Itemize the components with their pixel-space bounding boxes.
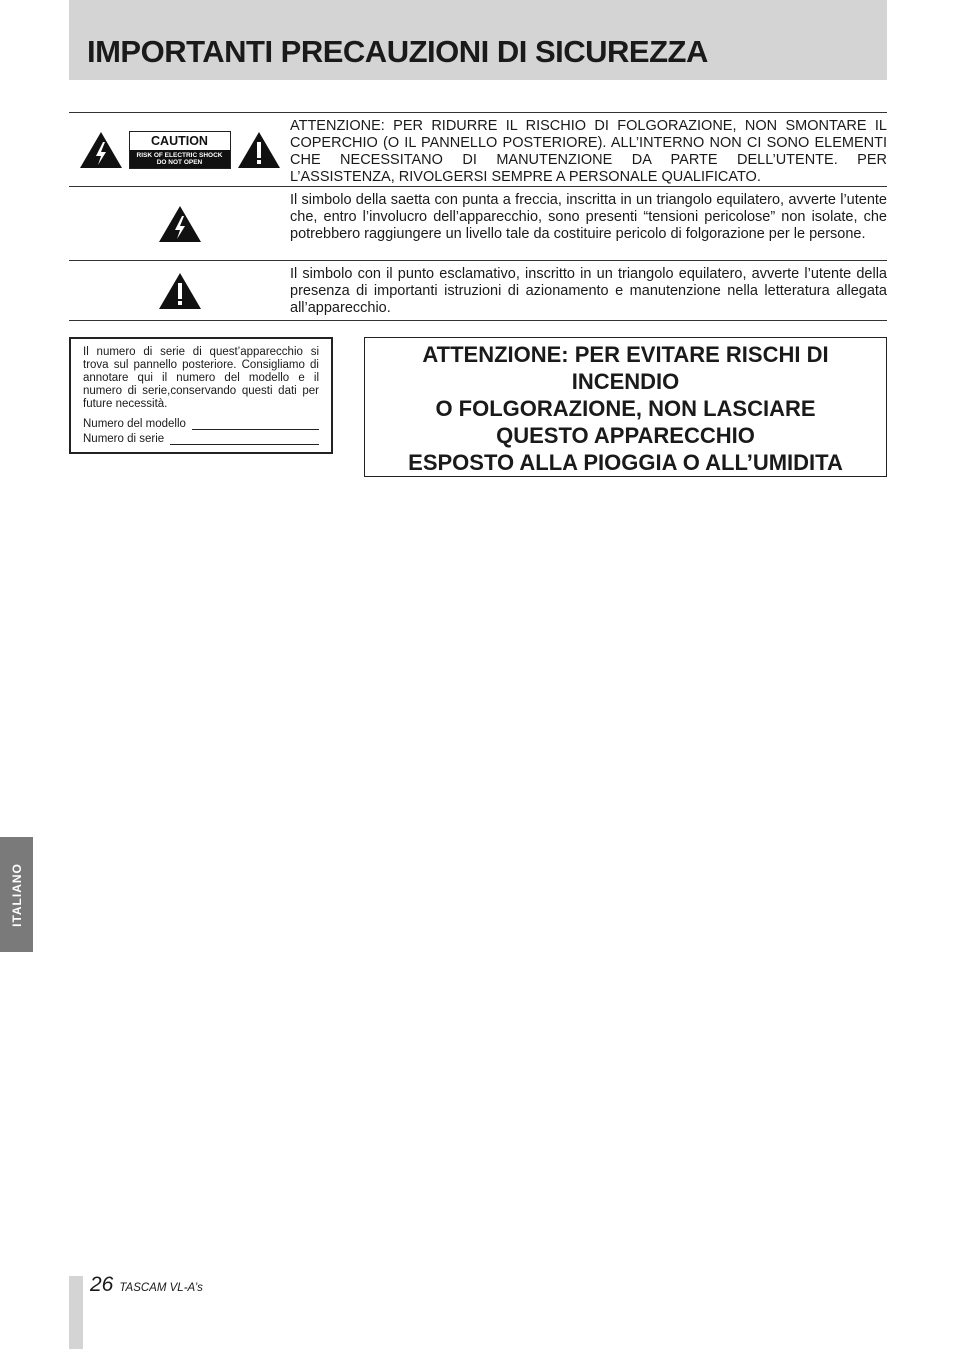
caution-label-line1: RISK OF ELECTRIC SHOCK (136, 151, 223, 159)
warning-text-exclamation: Il simbolo con il punto esclamativo, inscritto in un triangolo equilatero, avverte l’utente della presenza di importanti istruzioni di azionamento e manutenzione nella letteratura allegata all’apparecchio. (290, 266, 887, 316)
model-number-field[interactable] (83, 418, 319, 430)
caution-symbols (69, 113, 290, 186)
serial-number-line[interactable] (170, 435, 319, 445)
caution-label-title: CAUTION (130, 132, 230, 150)
serial-number-box (69, 337, 333, 454)
exclamation-triangle-icon (158, 272, 202, 310)
model-number-line[interactable] (192, 420, 319, 430)
language-label: ITALIANO (9, 862, 24, 927)
fire-warning-line: O FOLGORAZIONE, NON LASCIARE (435, 395, 816, 421)
title-bar (69, 0, 887, 80)
page-number: 26 (90, 1273, 114, 1296)
lightning-triangle-icon (158, 205, 202, 243)
fire-warning-line: ATTENZIONE: PER EVITARE RISCHI DI (422, 341, 829, 367)
footer-bar (69, 1276, 83, 1349)
serial-number-label: Numero di serie (83, 433, 165, 445)
model-number-label: Numero del modello (83, 418, 186, 430)
warning-row-lightning (69, 186, 887, 260)
footer (90, 1273, 203, 1297)
language-side-tab (0, 837, 33, 952)
serial-note: Il numero di serie di quest’apparecchio si trova sul pannello posteriore. Consigliamo di annotare qui il numero del modello e il numero di serie,conservando questi dati per future necessità. (83, 346, 319, 410)
warning-row-exclamation (69, 260, 887, 320)
fire-warning-line: ESPOSTO ALLA PIOGGIA O ALL’UMIDITA (408, 449, 843, 475)
warning-text-lightning: Il simbolo della saetta con punta a freccia, inscritta in un triangolo equilatero, avverte l’utente che, entro l’involucro dell’apparecchio, sono presenti “tensioni pericolose” non isolate, che potrebbero raggiungere un livello tale da costituire pericolo di folgorazione per le persone. (290, 192, 887, 242)
fire-warning-box (364, 337, 887, 477)
exclamation-triangle-icon (237, 131, 281, 169)
caution-label-line2: DO NOT OPEN (156, 158, 203, 166)
page-title: IMPORTANTI PRECAUZIONI DI SICUREZZA (87, 34, 708, 69)
fire-warning-line: QUESTO APPARECCHIO (496, 422, 755, 448)
product-name: TASCAM VL-A’s (119, 1282, 203, 1294)
fire-warning-line: INCENDIO (571, 368, 680, 394)
warning-symbols-table (69, 112, 887, 321)
lightning-triangle-icon (79, 131, 123, 169)
warning-text-caution: ATTENZIONE: PER RIDURRE IL RISCHIO DI FOLGORAZIONE, NON SMONTARE IL COPERCHIO (O IL PANNELLO POSTERIORE). ALL’INTERNO NON CI SONO ELEMENTI CHE NECESSITANO DI MANUTENZIONE DA PARTE DELL’UTENTE. PER L’ASSISTENZA, RIVOLGERSI SEMPRE A PERSONALE QUALIFICATO. (290, 118, 887, 185)
warning-row-caution (69, 113, 887, 186)
caution-label-icon (129, 131, 231, 169)
serial-number-field[interactable] (83, 433, 319, 445)
